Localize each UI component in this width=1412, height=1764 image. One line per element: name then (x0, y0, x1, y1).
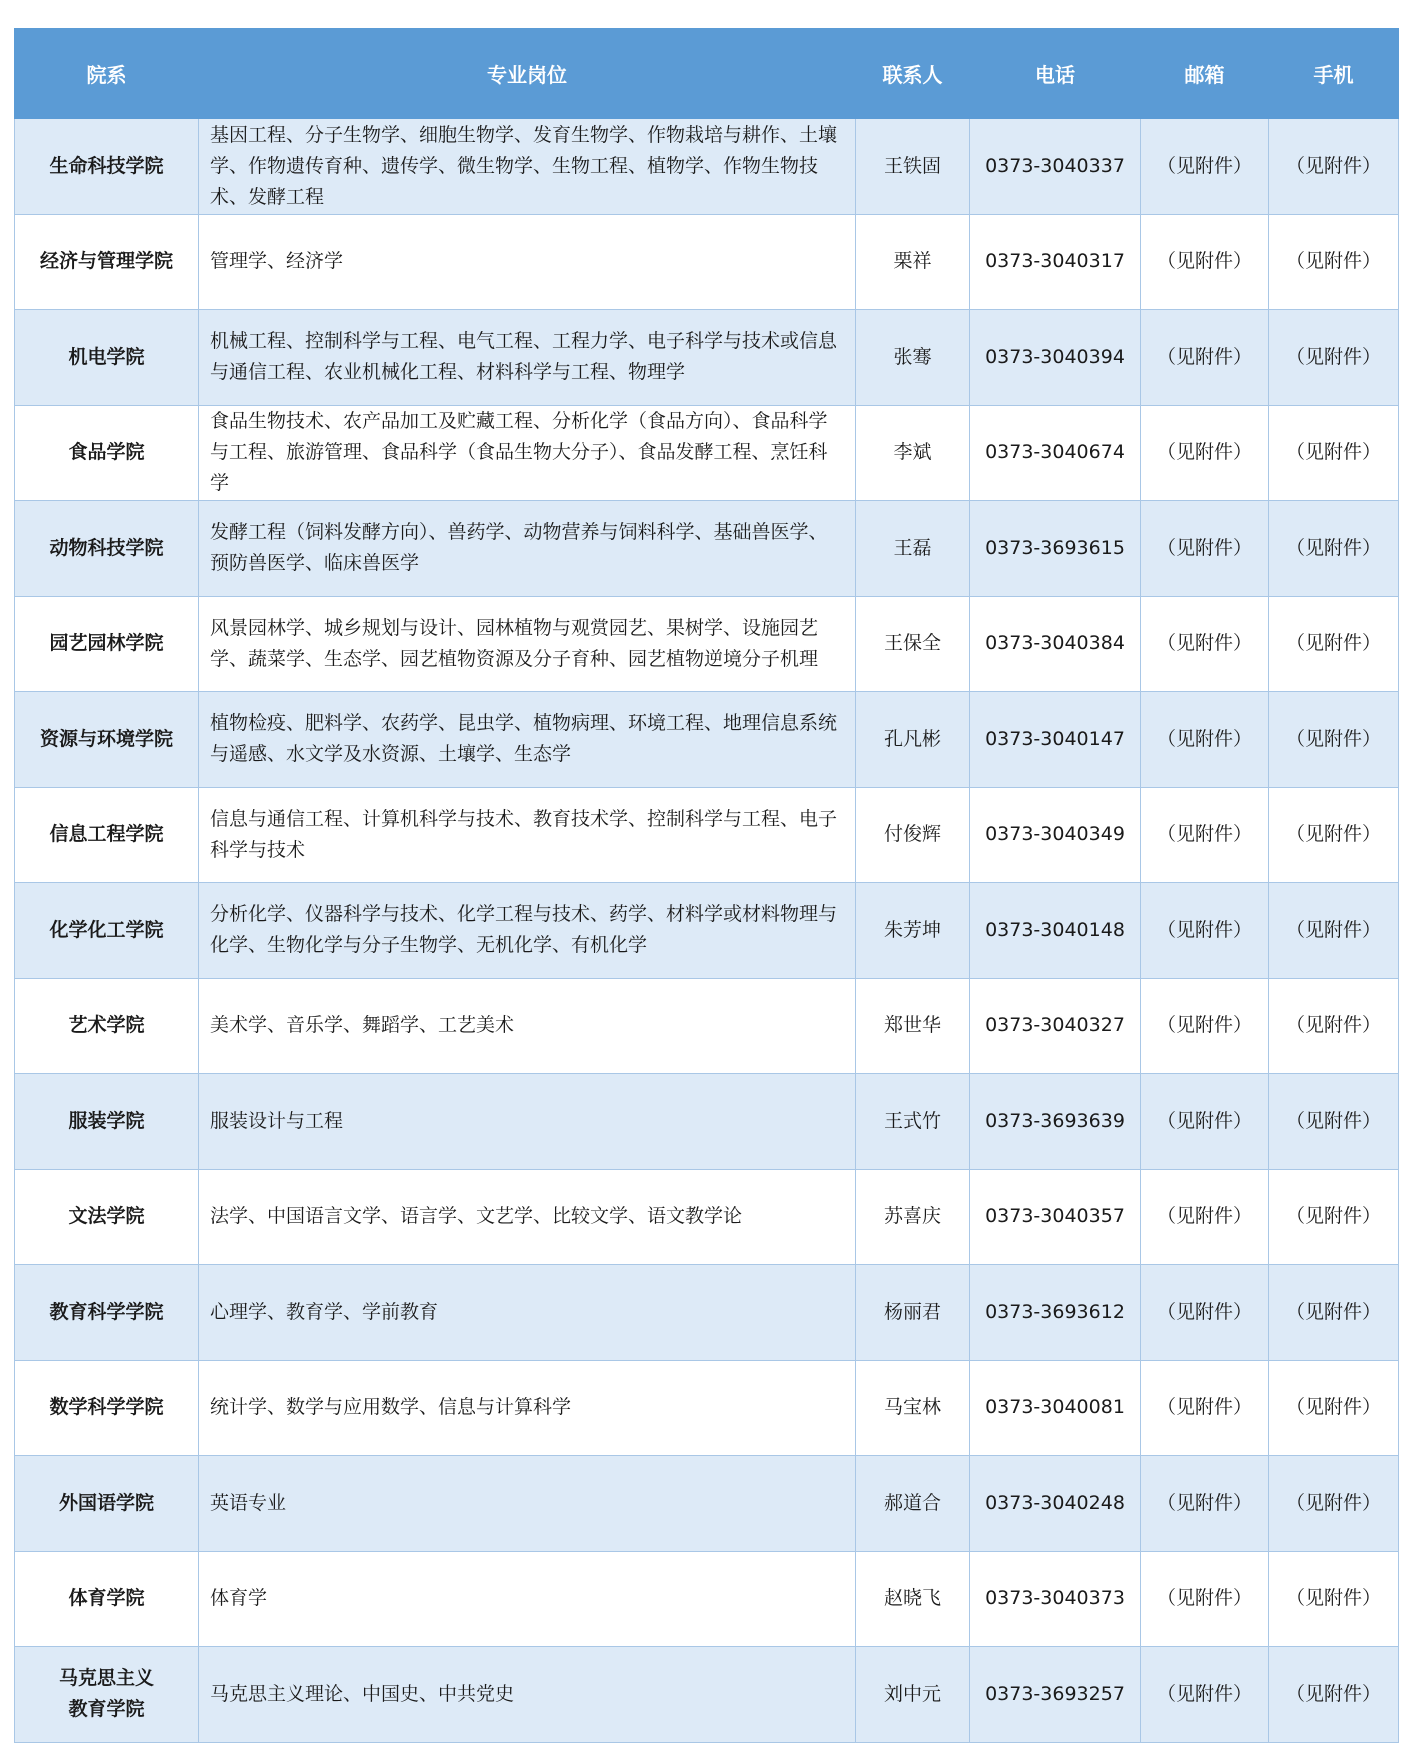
table-row (15, 310, 1399, 406)
mobile-cell: （见附件） (1269, 501, 1399, 597)
phone-cell: 0373-3040081 (970, 1360, 1141, 1456)
mobile-cell: （见附件） (1269, 214, 1399, 310)
table-row (15, 596, 1399, 692)
dept-cell: 体育学院 (15, 1551, 199, 1647)
table-body (15, 119, 1399, 1743)
contact-cell: 王式竹 (856, 1074, 970, 1170)
contact-cell: 王保全 (856, 596, 970, 692)
dept-cell: 数学科学学院 (15, 1360, 199, 1456)
majors-cell: 美术学、音乐学、舞蹈学、工艺美术 (199, 978, 856, 1074)
table-row (15, 405, 1399, 501)
phone-cell: 0373-3693615 (970, 501, 1141, 597)
dept-cell: 马克思主义 教育学院 (15, 1647, 199, 1743)
mobile-cell: （见附件） (1269, 1456, 1399, 1552)
phone-cell: 0373-3040349 (970, 787, 1141, 883)
majors-cell: 服装设计与工程 (199, 1074, 856, 1170)
contact-cell: 王磊 (856, 501, 970, 597)
dept-cell: 文法学院 (15, 1169, 199, 1265)
mobile-cell: （见附件） (1269, 596, 1399, 692)
table-row (15, 1074, 1399, 1170)
majors-cell: 心理学、教育学、学前教育 (199, 1265, 856, 1361)
table-row (15, 214, 1399, 310)
contact-cell: 王铁固 (856, 119, 970, 215)
contact-cell: 郑世华 (856, 978, 970, 1074)
email-cell: （见附件） (1141, 1265, 1269, 1361)
dept-cell: 经济与管理学院 (15, 214, 199, 310)
dept-cell: 资源与环境学院 (15, 692, 199, 788)
dept-cell: 食品学院 (15, 405, 199, 501)
mobile-cell: （见附件） (1269, 310, 1399, 406)
phone-cell: 0373-3040147 (970, 692, 1141, 788)
contact-cell: 马宝林 (856, 1360, 970, 1456)
contact-cell: 苏喜庆 (856, 1169, 970, 1265)
email-cell: （见附件） (1141, 978, 1269, 1074)
mobile-cell: （见附件） (1269, 883, 1399, 979)
mobile-cell: （见附件） (1269, 692, 1399, 788)
table-row (15, 787, 1399, 883)
majors-cell: 英语专业 (199, 1456, 856, 1552)
contact-cell: 杨丽君 (856, 1265, 970, 1361)
dept-cell: 外国语学院 (15, 1456, 199, 1552)
table-row (15, 883, 1399, 979)
email-cell: （见附件） (1141, 1551, 1269, 1647)
majors-cell: 统计学、数学与应用数学、信息与计算科学 (199, 1360, 856, 1456)
table-row (15, 1551, 1399, 1647)
mobile-cell: （见附件） (1269, 1169, 1399, 1265)
table-row (15, 1360, 1399, 1456)
table-row (15, 1647, 1399, 1743)
email-cell: （见附件） (1141, 883, 1269, 979)
majors-cell: 管理学、经济学 (199, 214, 856, 310)
contact-cell: 李斌 (856, 405, 970, 501)
email-cell: （见附件） (1141, 1360, 1269, 1456)
mobile-cell: （见附件） (1269, 119, 1399, 215)
majors-cell: 基因工程、分子生物学、细胞生物学、发育生物学、作物栽培与耕作、土壤学、作物遗传育种、遗传学、微生物学、生物工程、植物学、作物生物技术、发酵工程 (199, 119, 856, 215)
mobile-cell: （见附件） (1269, 1265, 1399, 1361)
email-cell: （见附件） (1141, 1647, 1269, 1743)
phone-cell: 0373-3040148 (970, 883, 1141, 979)
dept-cell: 生命科技学院 (15, 119, 199, 215)
phone-cell: 0373-3040373 (970, 1551, 1141, 1647)
phone-cell: 0373-3693257 (970, 1647, 1141, 1743)
contact-cell: 孔凡彬 (856, 692, 970, 788)
table-row (15, 1169, 1399, 1265)
majors-cell: 信息与通信工程、计算机科学与技术、教育技术学、控制科学与工程、电子科学与技术 (199, 787, 856, 883)
contact-cell: 刘中元 (856, 1647, 970, 1743)
dept-cell: 信息工程学院 (15, 787, 199, 883)
header-row (15, 29, 1399, 119)
header-contact: 联系人 (856, 29, 970, 119)
dept-cell: 机电学院 (15, 310, 199, 406)
dept-cell: 化学化工学院 (15, 883, 199, 979)
contact-cell: 朱芳坤 (856, 883, 970, 979)
mobile-cell: （见附件） (1269, 1074, 1399, 1170)
table-row (15, 1265, 1399, 1361)
contact-cell: 张骞 (856, 310, 970, 406)
phone-cell: 0373-3693612 (970, 1265, 1141, 1361)
dept-cell: 艺术学院 (15, 978, 199, 1074)
majors-cell: 植物检疫、肥料学、农药学、昆虫学、植物病理、环境工程、地理信息系统与遥感、水文学及水资源、土壤学、生态学 (199, 692, 856, 788)
mobile-cell: （见附件） (1269, 1360, 1399, 1456)
majors-cell: 机械工程、控制科学与工程、电气工程、工程力学、电子科学与技术或信息与通信工程、农业机械化工程、材料科学与工程、物理学 (199, 310, 856, 406)
phone-cell: 0373-3040357 (970, 1169, 1141, 1265)
email-cell: （见附件） (1141, 1456, 1269, 1552)
mobile-cell: （见附件） (1269, 1551, 1399, 1647)
dept-cell: 动物科技学院 (15, 501, 199, 597)
table-header (15, 29, 1399, 119)
header-dept: 院系 (15, 29, 199, 119)
dept-cell: 园艺园林学院 (15, 596, 199, 692)
email-cell: （见附件） (1141, 596, 1269, 692)
phone-cell: 0373-3040248 (970, 1456, 1141, 1552)
majors-cell: 风景园林学、城乡规划与设计、园林植物与观赏园艺、果树学、设施园艺学、蔬菜学、生态学、园艺植物资源及分子育种、园艺植物逆境分子机理 (199, 596, 856, 692)
email-cell: （见附件） (1141, 501, 1269, 597)
table-row (15, 692, 1399, 788)
dept-cell: 服装学院 (15, 1074, 199, 1170)
email-cell: （见附件） (1141, 1074, 1269, 1170)
phone-cell: 0373-3040674 (970, 405, 1141, 501)
email-cell: （见附件） (1141, 787, 1269, 883)
email-cell: （见附件） (1141, 1169, 1269, 1265)
mobile-cell: （见附件） (1269, 787, 1399, 883)
majors-cell: 发酵工程（饲料发酵方向）、兽药学、动物营养与饲料科学、基础兽医学、预防兽医学、临床兽医学 (199, 501, 856, 597)
email-cell: （见附件） (1141, 692, 1269, 788)
majors-cell: 法学、中国语言文学、语言学、文艺学、比较文学、语文教学论 (199, 1169, 856, 1265)
recruitment-contact-table (14, 28, 1399, 1743)
header-email: 邮箱 (1141, 29, 1269, 119)
table-row (15, 119, 1399, 215)
mobile-cell: （见附件） (1269, 405, 1399, 501)
majors-cell: 分析化学、仪器科学与技术、化学工程与技术、药学、材料学或材料物理与化学、生物化学与分子生物学、无机化学、有机化学 (199, 883, 856, 979)
phone-cell: 0373-3040317 (970, 214, 1141, 310)
table-row (15, 501, 1399, 597)
majors-cell: 食品生物技术、农产品加工及贮藏工程、分析化学（食品方向）、食品科学与工程、旅游管理、食品科学（食品生物大分子）、食品发酵工程、烹饪科学 (199, 405, 856, 501)
contact-cell: 赵晓飞 (856, 1551, 970, 1647)
header-phone: 电话 (970, 29, 1141, 119)
email-cell: （见附件） (1141, 119, 1269, 215)
phone-cell: 0373-3040327 (970, 978, 1141, 1074)
email-cell: （见附件） (1141, 310, 1269, 406)
contact-cell: 付俊辉 (856, 787, 970, 883)
header-mobile: 手机 (1269, 29, 1399, 119)
email-cell: （见附件） (1141, 405, 1269, 501)
table-row (15, 1456, 1399, 1552)
dept-cell: 教育科学学院 (15, 1265, 199, 1361)
contact-cell: 栗祥 (856, 214, 970, 310)
phone-cell: 0373-3040337 (970, 119, 1141, 215)
majors-cell: 马克思主义理论、中国史、中共党史 (199, 1647, 856, 1743)
phone-cell: 0373-3040394 (970, 310, 1141, 406)
table-row (15, 978, 1399, 1074)
email-cell: （见附件） (1141, 214, 1269, 310)
majors-cell: 体育学 (199, 1551, 856, 1647)
mobile-cell: （见附件） (1269, 1647, 1399, 1743)
contact-cell: 郝道合 (856, 1456, 970, 1552)
header-majors: 专业岗位 (199, 29, 856, 119)
mobile-cell: （见附件） (1269, 978, 1399, 1074)
phone-cell: 0373-3040384 (970, 596, 1141, 692)
phone-cell: 0373-3693639 (970, 1074, 1141, 1170)
